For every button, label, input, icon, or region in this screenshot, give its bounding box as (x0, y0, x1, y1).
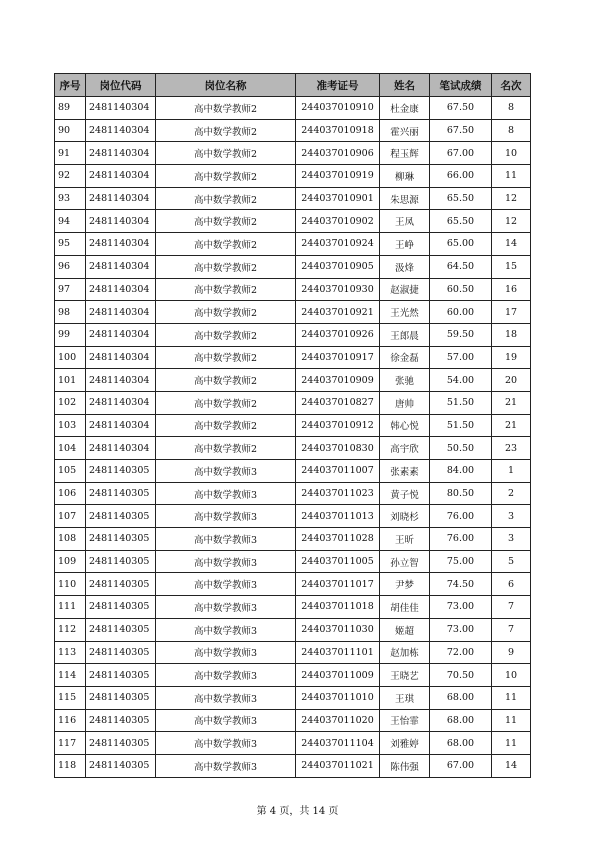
cell-exam-id: 244037011104 (296, 732, 380, 755)
cell-rank: 1 (492, 460, 531, 483)
cell-name: 张素素 (380, 460, 430, 483)
cell-index: 116 (55, 709, 86, 732)
table-row (55, 97, 531, 120)
cell-index: 115 (55, 686, 86, 709)
cell-post-name: 高中数学教师2 (156, 210, 296, 233)
table-row (55, 165, 531, 188)
cell-rank: 17 (492, 301, 531, 324)
cell-name: 尹梦 (380, 573, 430, 596)
cell-post-code: 2481140305 (86, 618, 156, 641)
cell-post-code: 2481140304 (86, 437, 156, 460)
cell-score: 67.00 (430, 754, 492, 777)
table-row (55, 301, 531, 324)
cell-index: 103 (55, 414, 86, 437)
cell-post-name: 高中数学教师2 (156, 323, 296, 346)
cell-exam-id: 244037010924 (296, 233, 380, 256)
cell-score: 51.50 (430, 391, 492, 414)
cell-score: 67.00 (430, 142, 492, 165)
cell-rank: 18 (492, 323, 531, 346)
cell-rank: 8 (492, 97, 531, 120)
cell-index: 109 (55, 550, 86, 573)
table-row (55, 119, 531, 142)
table-header-row (55, 74, 531, 97)
cell-index: 92 (55, 165, 86, 188)
cell-exam-id: 244037011017 (296, 573, 380, 596)
cell-name: 柳琳 (380, 165, 430, 188)
cell-post-code: 2481140304 (86, 187, 156, 210)
table-row (55, 255, 531, 278)
cell-post-name: 高中数学教师2 (156, 278, 296, 301)
cell-post-code: 2481140304 (86, 369, 156, 392)
cell-rank: 15 (492, 255, 531, 278)
cell-post-code: 2481140305 (86, 528, 156, 551)
cell-post-code: 2481140304 (86, 301, 156, 324)
cell-post-name: 高中数学教师2 (156, 301, 296, 324)
cell-post-name: 高中数学教师2 (156, 255, 296, 278)
table-row (55, 709, 531, 732)
cell-post-name: 高中数学教师3 (156, 482, 296, 505)
table-row (55, 142, 531, 165)
cell-post-code: 2481140305 (86, 550, 156, 573)
cell-score: 70.50 (430, 664, 492, 687)
table-row (55, 437, 531, 460)
cell-rank: 9 (492, 641, 531, 664)
cell-name: 霍兴丽 (380, 119, 430, 142)
cell-post-code: 2481140304 (86, 210, 156, 233)
cell-name: 张驰 (380, 369, 430, 392)
cell-exam-id: 244037010930 (296, 278, 380, 301)
cell-post-name: 高中数学教师2 (156, 391, 296, 414)
cell-post-name: 高中数学教师3 (156, 528, 296, 551)
cell-index: 94 (55, 210, 86, 233)
cell-post-name: 高中数学教师3 (156, 709, 296, 732)
table-row (55, 210, 531, 233)
table-row (55, 754, 531, 777)
cell-score: 51.50 (430, 414, 492, 437)
table-row (55, 187, 531, 210)
cell-index: 99 (55, 323, 86, 346)
table-row (55, 573, 531, 596)
cell-post-code: 2481140305 (86, 664, 156, 687)
table-row (55, 686, 531, 709)
cell-rank: 3 (492, 528, 531, 551)
cell-index: 117 (55, 732, 86, 755)
page-footer: 第 4 页，共 14 页 (256, 806, 339, 817)
cell-rank: 12 (492, 187, 531, 210)
cell-index: 113 (55, 641, 86, 664)
cell-post-name: 高中数学教师3 (156, 641, 296, 664)
cell-exam-id: 244037011101 (296, 641, 380, 664)
col-header-index: 序号 (55, 74, 86, 97)
cell-exam-id: 244037010902 (296, 210, 380, 233)
cell-exam-id: 244037010905 (296, 255, 380, 278)
cell-name: 高宇欣 (380, 437, 430, 460)
cell-index: 108 (55, 528, 86, 551)
cell-score: 72.00 (430, 641, 492, 664)
cell-index: 96 (55, 255, 86, 278)
cell-name: 韩心悦 (380, 414, 430, 437)
cell-post-name: 高中数学教师2 (156, 97, 296, 120)
cell-score: 68.00 (430, 686, 492, 709)
cell-exam-id: 244037011023 (296, 482, 380, 505)
cell-rank: 23 (492, 437, 531, 460)
cell-post-name: 高中数学教师2 (156, 414, 296, 437)
cell-name: 唐帅 (380, 391, 430, 414)
cell-name: 徐金磊 (380, 346, 430, 369)
table-row (55, 482, 531, 505)
cell-exam-id: 244037010926 (296, 323, 380, 346)
cell-exam-id: 244037011020 (296, 709, 380, 732)
cell-name: 姬超 (380, 618, 430, 641)
cell-score: 59.50 (430, 323, 492, 346)
cell-rank: 5 (492, 550, 531, 573)
cell-post-code: 2481140304 (86, 119, 156, 142)
cell-post-name: 高中数学教师2 (156, 187, 296, 210)
cell-post-code: 2481140305 (86, 641, 156, 664)
cell-name: 王琪 (380, 686, 430, 709)
table-body (55, 97, 531, 778)
cell-score: 67.50 (430, 97, 492, 120)
cell-name: 孙立智 (380, 550, 430, 573)
cell-rank: 19 (492, 346, 531, 369)
cell-name: 陈伟强 (380, 754, 430, 777)
cell-post-name: 高中数学教师3 (156, 754, 296, 777)
cell-score: 60.50 (430, 278, 492, 301)
cell-post-code: 2481140305 (86, 573, 156, 596)
table-row (55, 664, 531, 687)
cell-score: 65.50 (430, 187, 492, 210)
cell-post-code: 2481140305 (86, 596, 156, 619)
cell-exam-id: 244037010909 (296, 369, 380, 392)
cell-post-code: 2481140305 (86, 732, 156, 755)
cell-index: 118 (55, 754, 86, 777)
cell-rank: 11 (492, 732, 531, 755)
cell-score: 74.50 (430, 573, 492, 596)
cell-post-name: 高中数学教师3 (156, 573, 296, 596)
cell-post-code: 2481140305 (86, 460, 156, 483)
cell-exam-id: 244037011018 (296, 596, 380, 619)
cell-exam-id: 244037011021 (296, 754, 380, 777)
cell-exam-id: 244037010919 (296, 165, 380, 188)
cell-index: 95 (55, 233, 86, 256)
cell-index: 110 (55, 573, 86, 596)
cell-score: 66.00 (430, 165, 492, 188)
cell-index: 89 (55, 97, 86, 120)
cell-index: 93 (55, 187, 86, 210)
col-header-post-name: 岗位名称 (156, 74, 296, 97)
cell-name: 刘晓杉 (380, 505, 430, 528)
cell-post-code: 2481140304 (86, 278, 156, 301)
cell-post-code: 2481140305 (86, 482, 156, 505)
cell-rank: 21 (492, 414, 531, 437)
cell-rank: 6 (492, 573, 531, 596)
table-row (55, 414, 531, 437)
cell-exam-id: 244037010921 (296, 301, 380, 324)
cell-score: 73.00 (430, 596, 492, 619)
cell-rank: 3 (492, 505, 531, 528)
cell-score: 67.50 (430, 119, 492, 142)
cell-post-name: 高中数学教师2 (156, 346, 296, 369)
cell-index: 101 (55, 369, 86, 392)
cell-exam-id: 244037011030 (296, 618, 380, 641)
cell-post-name: 高中数学教师2 (156, 437, 296, 460)
score-table (54, 73, 531, 778)
table-row (55, 346, 531, 369)
cell-post-name: 高中数学教师3 (156, 550, 296, 573)
cell-exam-id: 244037010827 (296, 391, 380, 414)
cell-score: 68.00 (430, 709, 492, 732)
cell-score: 75.00 (430, 550, 492, 573)
cell-name: 杜金康 (380, 97, 430, 120)
cell-post-code: 2481140304 (86, 414, 156, 437)
col-header-exam-id: 准考证号 (296, 74, 380, 97)
cell-score: 57.00 (430, 346, 492, 369)
cell-rank: 7 (492, 618, 531, 641)
cell-index: 107 (55, 505, 86, 528)
cell-name: 程玉辉 (380, 142, 430, 165)
table-row (55, 528, 531, 551)
col-header-rank: 名次 (492, 74, 531, 97)
cell-post-code: 2481140305 (86, 709, 156, 732)
cell-exam-id: 244037010830 (296, 437, 380, 460)
cell-index: 106 (55, 482, 86, 505)
cell-score: 65.50 (430, 210, 492, 233)
table-row (55, 732, 531, 755)
cell-rank: 20 (492, 369, 531, 392)
cell-name: 刘雅婷 (380, 732, 430, 755)
cell-score: 80.50 (430, 482, 492, 505)
cell-name: 王怡霏 (380, 709, 430, 732)
cell-rank: 14 (492, 233, 531, 256)
cell-index: 112 (55, 618, 86, 641)
cell-exam-id: 244037011009 (296, 664, 380, 687)
cell-index: 97 (55, 278, 86, 301)
cell-post-code: 2481140304 (86, 323, 156, 346)
cell-rank: 16 (492, 278, 531, 301)
cell-post-name: 高中数学教师3 (156, 596, 296, 619)
cell-name: 胡佳佳 (380, 596, 430, 619)
cell-index: 114 (55, 664, 86, 687)
cell-name: 赵加栋 (380, 641, 430, 664)
col-header-name: 姓名 (380, 74, 430, 97)
cell-post-code: 2481140305 (86, 754, 156, 777)
cell-index: 91 (55, 142, 86, 165)
cell-post-code: 2481140304 (86, 233, 156, 256)
table-row (55, 550, 531, 573)
cell-score: 76.00 (430, 528, 492, 551)
cell-post-code: 2481140304 (86, 391, 156, 414)
cell-exam-id: 244037011010 (296, 686, 380, 709)
cell-score: 64.50 (430, 255, 492, 278)
cell-score: 68.00 (430, 732, 492, 755)
table-row (55, 596, 531, 619)
cell-rank: 21 (492, 391, 531, 414)
cell-post-name: 高中数学教师3 (156, 505, 296, 528)
cell-exam-id: 244037010912 (296, 414, 380, 437)
cell-post-name: 高中数学教师2 (156, 369, 296, 392)
cell-exam-id: 244037010906 (296, 142, 380, 165)
cell-rank: 12 (492, 210, 531, 233)
cell-index: 105 (55, 460, 86, 483)
cell-index: 98 (55, 301, 86, 324)
cell-post-code: 2481140304 (86, 97, 156, 120)
cell-exam-id: 244037010918 (296, 119, 380, 142)
cell-exam-id: 244037011005 (296, 550, 380, 573)
cell-post-name: 高中数学教师3 (156, 664, 296, 687)
cell-post-name: 高中数学教师3 (156, 732, 296, 755)
cell-name: 赵淑捷 (380, 278, 430, 301)
cell-post-name: 高中数学教师2 (156, 142, 296, 165)
cell-exam-id: 244037011028 (296, 528, 380, 551)
col-header-post-code: 岗位代码 (86, 74, 156, 97)
cell-rank: 11 (492, 686, 531, 709)
cell-name: 汲烽 (380, 255, 430, 278)
cell-score: 60.00 (430, 301, 492, 324)
cell-name: 王郎晨 (380, 323, 430, 346)
cell-post-code: 2481140304 (86, 142, 156, 165)
cell-post-name: 高中数学教师3 (156, 686, 296, 709)
cell-exam-id: 244037010901 (296, 187, 380, 210)
cell-rank: 7 (492, 596, 531, 619)
cell-name: 王晓艺 (380, 664, 430, 687)
table-row (55, 505, 531, 528)
table-row (55, 278, 531, 301)
cell-rank: 14 (492, 754, 531, 777)
cell-rank: 10 (492, 664, 531, 687)
cell-score: 54.00 (430, 369, 492, 392)
cell-score: 73.00 (430, 618, 492, 641)
table-row (55, 460, 531, 483)
cell-post-name: 高中数学教师3 (156, 460, 296, 483)
cell-index: 102 (55, 391, 86, 414)
cell-post-name: 高中数学教师2 (156, 165, 296, 188)
table-row (55, 369, 531, 392)
cell-score: 76.00 (430, 505, 492, 528)
cell-post-code: 2481140305 (86, 505, 156, 528)
cell-name: 王峥 (380, 233, 430, 256)
cell-post-code: 2481140304 (86, 165, 156, 188)
cell-name: 王凤 (380, 210, 430, 233)
cell-post-code: 2481140304 (86, 255, 156, 278)
cell-score: 84.00 (430, 460, 492, 483)
cell-rank: 11 (492, 165, 531, 188)
cell-rank: 8 (492, 119, 531, 142)
cell-exam-id: 244037010910 (296, 97, 380, 120)
cell-exam-id: 244037011013 (296, 505, 380, 528)
table-row (55, 323, 531, 346)
cell-post-name: 高中数学教师3 (156, 618, 296, 641)
table-row (55, 618, 531, 641)
cell-rank: 11 (492, 709, 531, 732)
cell-exam-id: 244037011007 (296, 460, 380, 483)
cell-index: 100 (55, 346, 86, 369)
cell-score: 50.50 (430, 437, 492, 460)
cell-rank: 10 (492, 142, 531, 165)
cell-name: 王光然 (380, 301, 430, 324)
cell-rank: 2 (492, 482, 531, 505)
cell-name: 朱思源 (380, 187, 430, 210)
table-row (55, 391, 531, 414)
cell-name: 黄子悦 (380, 482, 430, 505)
cell-index: 111 (55, 596, 86, 619)
cell-post-code: 2481140305 (86, 686, 156, 709)
cell-exam-id: 244037010917 (296, 346, 380, 369)
cell-post-name: 高中数学教师2 (156, 233, 296, 256)
cell-post-name: 高中数学教师2 (156, 119, 296, 142)
col-header-score: 笔试成绩 (430, 74, 492, 97)
cell-post-code: 2481140304 (86, 346, 156, 369)
cell-index: 104 (55, 437, 86, 460)
table-row (55, 641, 531, 664)
cell-score: 65.00 (430, 233, 492, 256)
table-row (55, 233, 531, 256)
cell-name: 王昕 (380, 528, 430, 551)
cell-index: 90 (55, 119, 86, 142)
